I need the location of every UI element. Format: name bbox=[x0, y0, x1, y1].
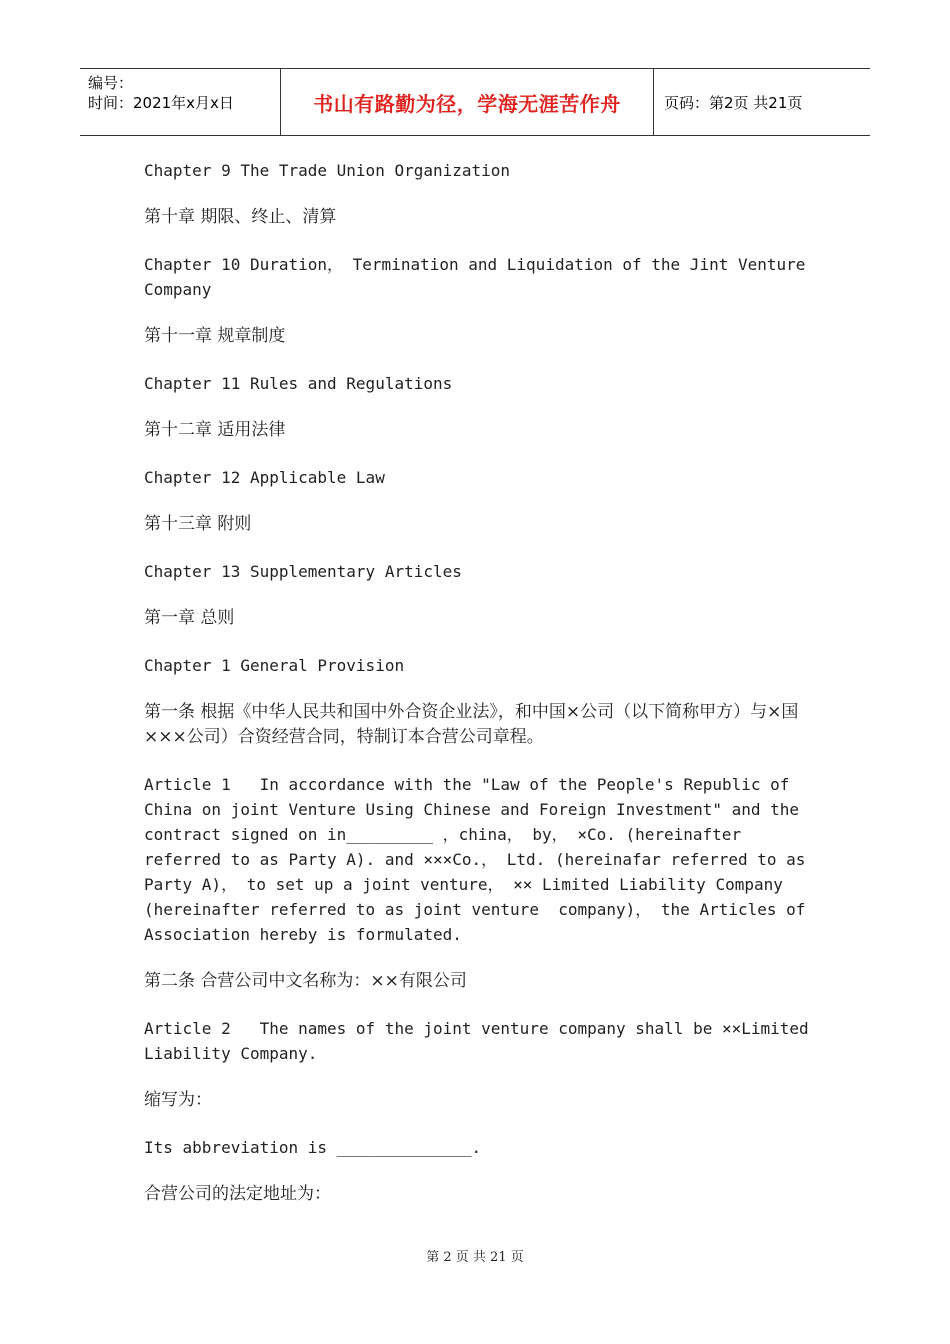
paragraph: 第十三章 附则 bbox=[144, 514, 252, 534]
paragraph: Chapter 9 The Trade Union Organization bbox=[144, 161, 511, 180]
document-date-label: 时间：2021年x月x日 bbox=[88, 94, 234, 112]
page-header bbox=[80, 68, 870, 136]
header-motto: 书山有路勤为径，学海无涯苦作舟 bbox=[281, 69, 654, 135]
paragraph: Article 2 The names of the joint venture company shall be ××Limited Liability Company. bbox=[144, 1019, 819, 1063]
paragraph: 第二条 合营公司中文名称为：××有限公司 bbox=[144, 971, 467, 991]
paragraph: 第十一章 规章制度 bbox=[144, 326, 286, 346]
paragraph: 第十二章 适用法律 bbox=[144, 420, 286, 440]
paragraph: Chapter 11 Rules and Regulations bbox=[144, 374, 453, 393]
paragraph: Chapter 13 Supplementary Articles bbox=[144, 562, 462, 581]
document-body bbox=[144, 158, 819, 1229]
paragraph: Its abbreviation is ______________. bbox=[144, 1138, 482, 1157]
paragraph: Chapter 10 Duration， Termination and Liquidation of the Jint Venture Company bbox=[144, 255, 816, 299]
paragraph: 合营公司的法定地址为： bbox=[144, 1184, 331, 1204]
paragraph: 第一章 总则 bbox=[144, 608, 235, 628]
paragraph: 第一条 根据《中华人民共和国中外合资企业法》，和中国×公司（以下简称甲方）与×国×××公司）合资经营合同，特制订本合营公司章程。 bbox=[144, 702, 799, 747]
paragraph: 第十章 期限、终止、清算 bbox=[144, 207, 337, 227]
paragraph: 缩写为： bbox=[144, 1090, 212, 1110]
header-page-info: 页码：第2页 共21页 bbox=[664, 93, 803, 112]
paragraph: Article 1 In accordance with the "Law of the People's Republic of China on joint Venture Using Chinese and Foreign Investment" and the contract signed on in_________ ，china， by， ×Co. (hereinafter referred to as Party A). and ×××Co.， Ltd. (hereinafar referred to as Party A)， to set up a joint venture， ×× Limited Liability Company (hereinafter referred to as joint venture company)， the Articles of Association hereby is formulated. bbox=[144, 775, 816, 944]
paragraph: Chapter 12 Applicable Law bbox=[144, 468, 385, 487]
document-number-label: 编号： bbox=[88, 74, 134, 92]
paragraph: Chapter 1 General Provision bbox=[144, 656, 405, 675]
page-footer: 第 2 页 共 21 页 bbox=[426, 1250, 524, 1265]
header-meta bbox=[80, 69, 281, 135]
